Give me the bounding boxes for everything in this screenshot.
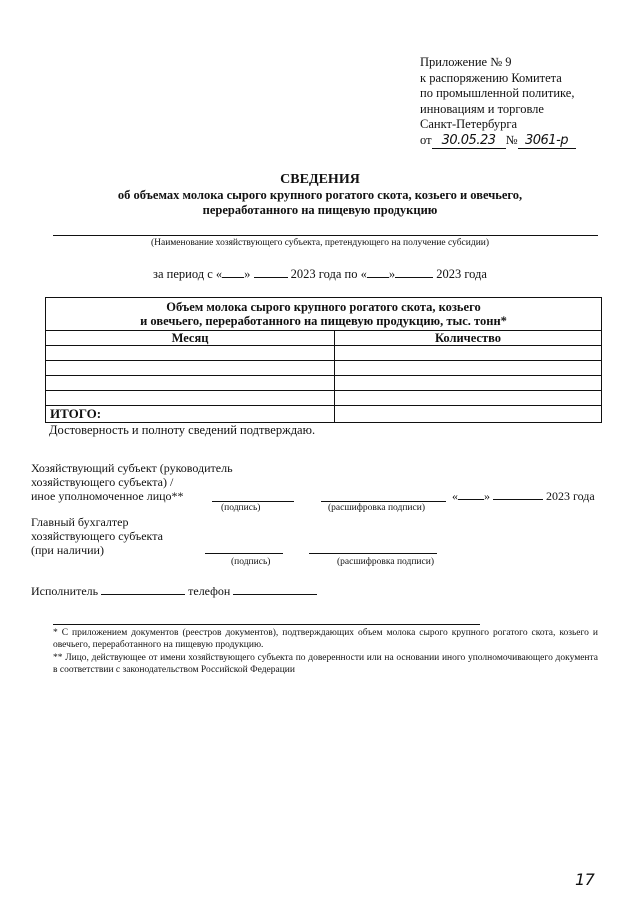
table-header: Объем молока сырого крупного рогатого скота, козьего и овечьего, переработанного на пищевую продукцию, тыс. тонн* bbox=[46, 298, 602, 331]
entity-name-line bbox=[53, 235, 598, 236]
signature-month-blank bbox=[493, 488, 543, 500]
table-total-row bbox=[46, 406, 602, 423]
document-title: СВЕДЕНИЯ bbox=[280, 172, 360, 187]
executor-blank bbox=[101, 583, 185, 595]
accountant-label: Главный бухгалтер хозяйствующего субъекта (при наличии) bbox=[31, 515, 163, 557]
column-header-month: Месяц bbox=[46, 331, 335, 346]
appendix-date: 30.05.23 bbox=[432, 133, 506, 150]
appendix-number-label: № bbox=[505, 132, 518, 147]
confirmation-text: Достоверность и полноту сведений подтверждаю. bbox=[49, 423, 316, 437]
accountant-signature-line bbox=[205, 553, 283, 554]
signature-decode-line bbox=[321, 501, 446, 502]
appendix-number: 3061-р bbox=[518, 133, 576, 150]
appendix-line: к распоряжению Комитета bbox=[420, 70, 562, 85]
executor-line bbox=[31, 583, 317, 598]
document-subtitle: переработанного на пищевую продукцию bbox=[202, 203, 438, 217]
milk-volume-table bbox=[45, 297, 602, 423]
caption-signature-decode: (расшифровка подписи) bbox=[337, 557, 434, 567]
subject-label: Хозяйствующий субъект (руководитель хозяйствующего субъекта) / иное уполномоченное лицо** bbox=[31, 461, 233, 503]
signature-line bbox=[212, 501, 294, 502]
column-header-quantity: Количество bbox=[335, 331, 602, 346]
caption-signature: (подпись) bbox=[231, 557, 271, 567]
appendix-block bbox=[420, 55, 576, 149]
signature-date: « » 2023 года bbox=[452, 489, 595, 503]
phone-label: телефон bbox=[188, 584, 231, 598]
total-label: ИТОГО: bbox=[46, 406, 335, 423]
table-row bbox=[46, 391, 602, 406]
entity-caption: (Наименование хозяйствующего субъекта, претендующего на получение субсидии) bbox=[150, 238, 490, 248]
appendix-line: инновациям и торговле bbox=[420, 101, 544, 116]
footnote-separator bbox=[53, 624, 480, 625]
accountant-decode-line bbox=[309, 553, 437, 554]
footnote-1: * С приложением документов (реестров документов), подтверждающих объем молока сырого крупного рогатого скота, козьего и овечьего, переработанного на пищевую продукцию. bbox=[53, 628, 598, 650]
phone-blank bbox=[233, 583, 317, 595]
table-row bbox=[46, 376, 602, 391]
period-line: за период с « » 2023 года по « » 2023 года bbox=[153, 267, 487, 281]
appendix-line: Приложение № 9 bbox=[420, 55, 512, 69]
appendix-from-label: от bbox=[420, 132, 432, 147]
table-row bbox=[46, 361, 602, 376]
footnote-2: ** Лицо, действующее от имени хозяйствующего субъекта по доверенности или на основании иного уполномочивающего документа в соответствии с законодательством Российской Федерации bbox=[53, 653, 598, 675]
executor-label: Исполнитель bbox=[31, 584, 99, 598]
document-subtitle: об объемах молока сырого крупного рогатого скота, козьего и овечьего, bbox=[117, 188, 523, 202]
page-number: 17 bbox=[575, 870, 595, 889]
table-row bbox=[46, 346, 602, 361]
appendix-line: по промышленной политике, bbox=[420, 86, 575, 100]
appendix-date-line bbox=[420, 133, 576, 150]
period-end-month-blank bbox=[395, 266, 433, 278]
appendix-line: Санкт-Петербурга bbox=[420, 117, 518, 131]
signature-day-blank bbox=[458, 488, 484, 500]
caption-signature: (подпись) bbox=[221, 503, 261, 513]
period-end-day-blank bbox=[367, 266, 389, 278]
period-start-day-blank bbox=[222, 266, 244, 278]
period-start-month-blank bbox=[254, 266, 288, 278]
caption-signature-decode: (расшифровка подписи) bbox=[328, 503, 425, 513]
